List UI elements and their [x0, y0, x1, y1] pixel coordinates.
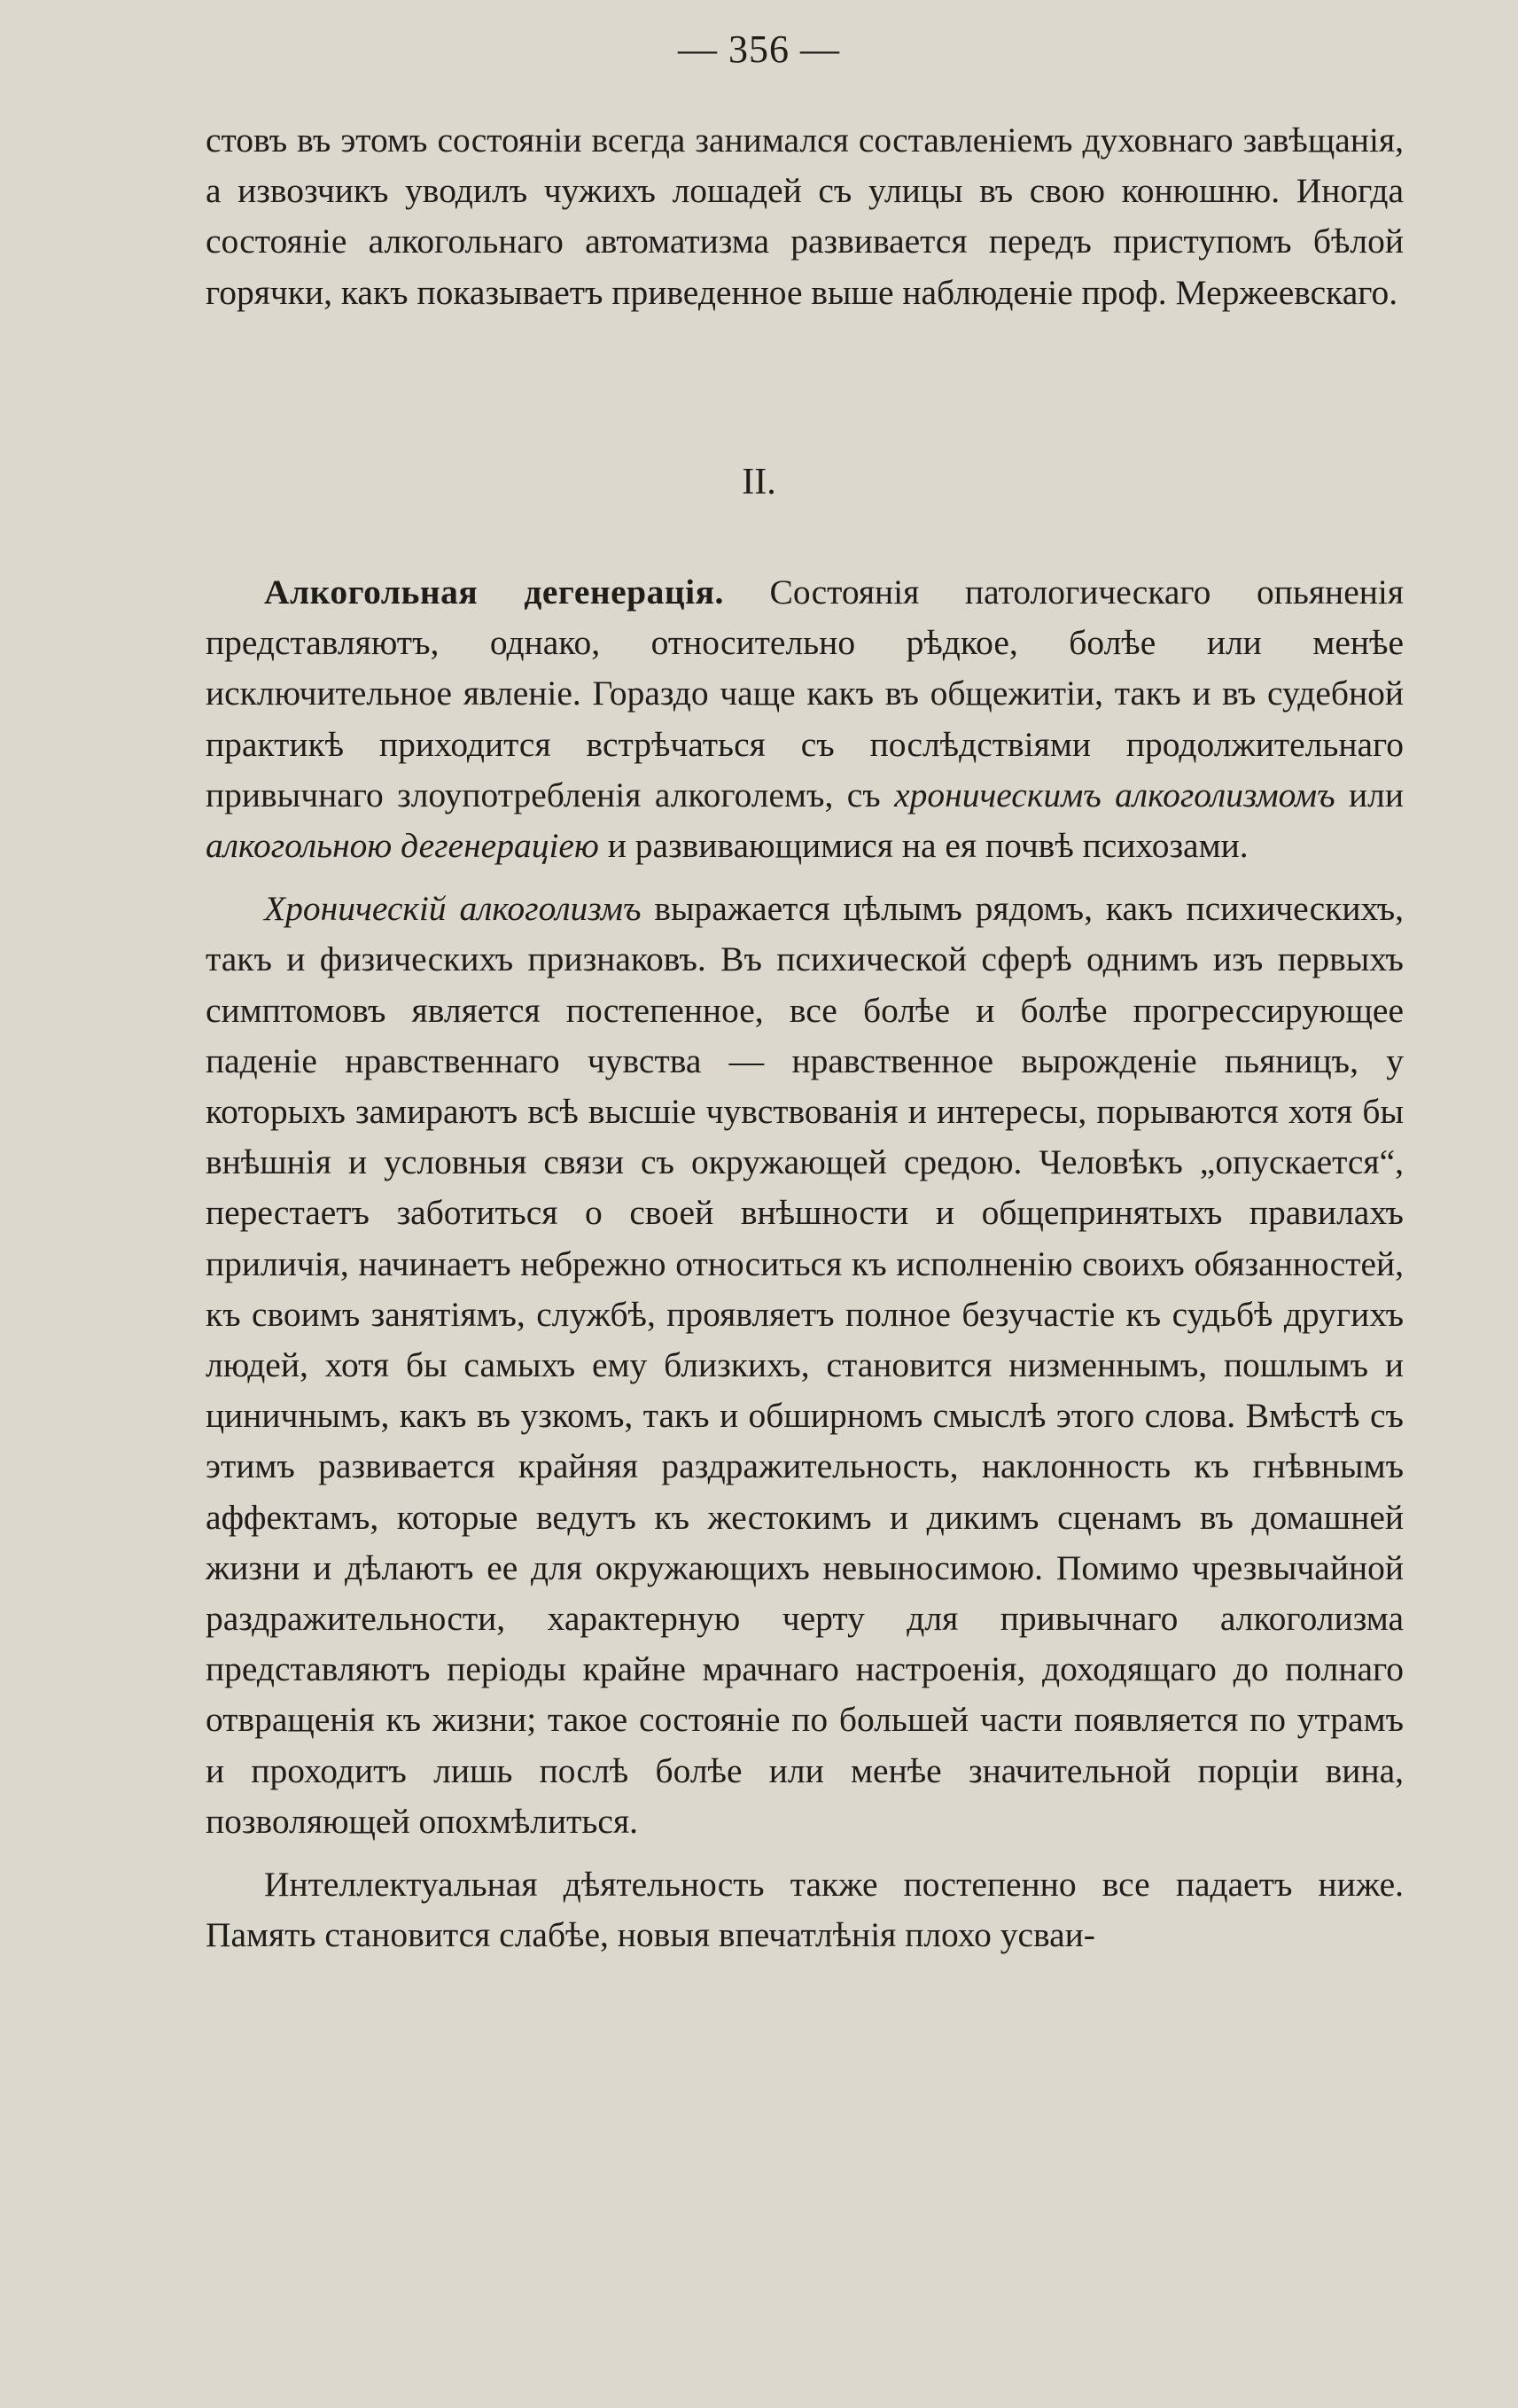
paragraph-chronic-alcoholism	[206, 884, 1404, 1847]
bold-term: Алкогольная дегенерація.	[264, 573, 724, 612]
continuation-paragraph: стовъ въ этомъ состояніи всегда занимался составленіемъ духовнаго завѣщанія, а извозчикъ уводилъ чужихъ лошадей съ улицы въ свою конюшню. Иногда состояніе алкогольнаго автоматизма развивается передъ приступомъ бѣлой горячки, какъ показываетъ приведенное выше наблюденіе проф. Мержеевскаго.	[206, 121, 1404, 312]
italic-term: хроническимъ алкоголизмомъ	[894, 775, 1335, 814]
paragraph-text: выражается цѣлымъ рядомъ, какъ психическихъ, такъ и физическихъ признаковъ. Въ психической сферѣ однимъ изъ первыхъ симптомовъ является постепенное, все болѣе и болѣе прогрессирующее паденіе нравственнаго чувства — нравственное вырожденіе пьяницъ, у которыхъ замираютъ всѣ высшіе чувствованія и интересы, порываются хотя бы внѣшнія и условныя связи съ окружающей средою. Человѣкъ „опускается“, перестаетъ заботиться о своей внѣшности и общепринятыхъ правилахъ приличія, начинаетъ небрежно относиться къ исполненію своихъ обязанностей, къ своимъ занятіямъ, службѣ, проявляетъ полное безучастіе къ судьбѣ другихъ людей, хотя бы самыхъ ему близкихъ, становится низменнымъ, пошлымъ и циничнымъ, какъ въ узкомъ, такъ и обширномъ смыслѣ этого слова. Вмѣстѣ съ этимъ развивается крайняя раздражительность, наклонность къ гнѣвнымъ аффектамъ, которые ведутъ къ жестокимъ и дикимъ сценамъ въ домашней жизни и дѣлаютъ ее для окружающихъ невыносимою. Помимо чрезвычайной раздражительности, характерную черту для привычнаго алкоголизма представляютъ періоды крайне мрачнаго настроенія, доходящаго до полнаго отвращенія къ жизни; такое состояніе по большей части появляется по утрамъ и проходитъ лишь послѣ болѣе или менѣе значительной порціи вина, позволяющей опохмѣлиться.	[206, 889, 1404, 1841]
paragraph-alcoholic-degeneration	[206, 567, 1404, 871]
paragraph-text: Состоянія патологическаго опьяненія представляютъ, однако, относительно рѣдкое, болѣе или менѣе исключительное явленіе. Гораздо чаще какъ въ общежитіи, такъ и въ судебной практикѣ приходится встрѣчаться съ послѣдствіями продолжительнаго привычнаго злоупотребленія алкоголемъ, съ	[206, 573, 1405, 814]
paragraph-text: или	[1335, 775, 1404, 814]
section-heading: II.	[742, 462, 776, 503]
continuation-text-block	[206, 115, 1404, 318]
paragraph-intellectual-activity: Интеллектуальная дѣятельность также постепенно все падаетъ ниже. Память становится слабѣе, новыя впечатлѣнія плохо усваи-	[206, 1865, 1404, 1955]
italic-term: алкогольною дегенераціею	[206, 826, 599, 866]
paragraph-text: и развивающимися на ея почвѣ психозами.	[598, 826, 1249, 866]
main-text-block	[206, 567, 1404, 1960]
italic-term: Хроническій алкоголизмъ	[264, 889, 642, 929]
page-number: — 356 —	[678, 27, 840, 71]
